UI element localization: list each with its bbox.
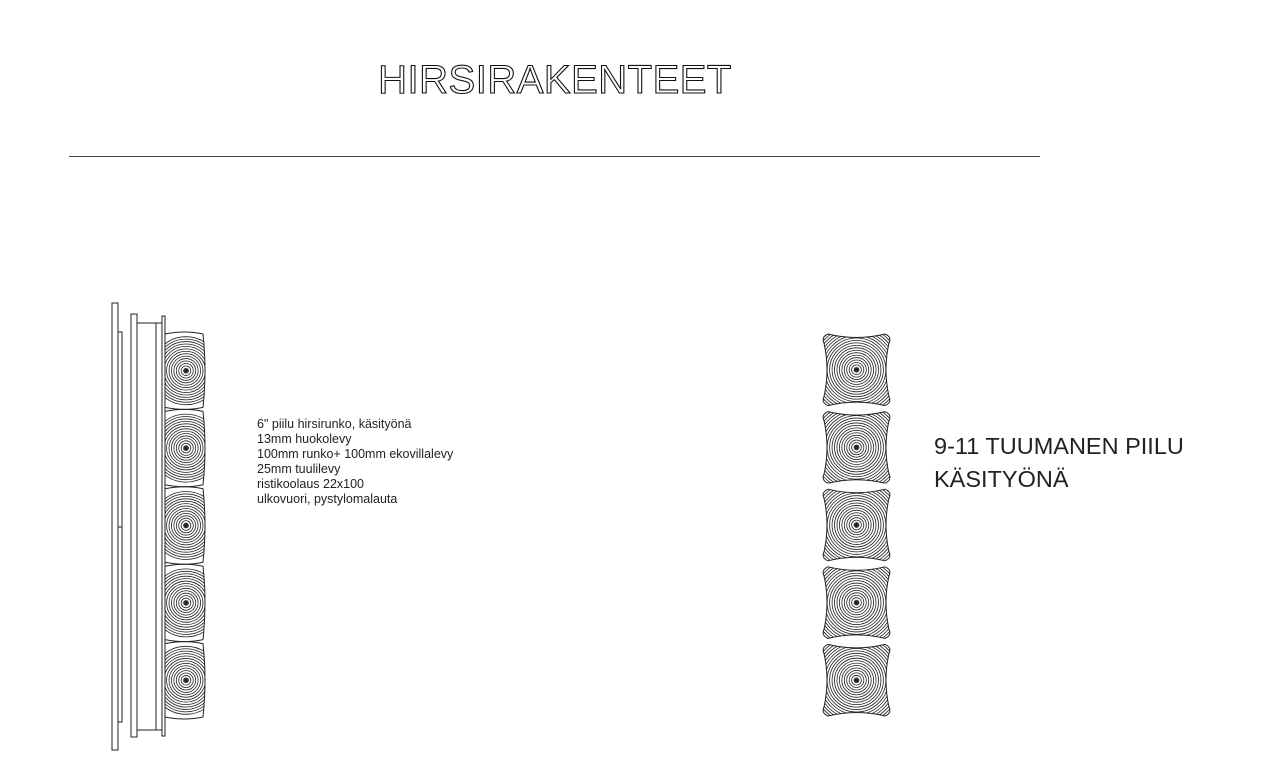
wall-section-drawing — [112, 303, 220, 750]
pith-dot — [855, 679, 858, 682]
growth-rings — [813, 559, 901, 647]
profile-log — [813, 636, 901, 724]
cross-batten — [118, 332, 122, 527]
cross-batten — [118, 527, 122, 722]
pith-dot — [855, 368, 858, 371]
spec-line: 6" piilu hirsirunko, käsityönä — [257, 417, 412, 431]
log-profile-label — [934, 430, 1184, 496]
spec-line: ristikoolaus 22x100 — [257, 477, 365, 491]
profile-log — [813, 481, 901, 569]
spec-line: 100mm runko+ 100mm ekovillalevy — [257, 447, 454, 461]
pith-dot — [855, 446, 858, 449]
pith-dot — [185, 679, 188, 682]
wind-board — [131, 314, 137, 737]
spec-line: 25mm tuulilevy — [257, 462, 341, 476]
pith-dot — [185, 447, 188, 450]
page-title: HIRSIRAKENTEET — [378, 58, 732, 102]
pith-dot — [185, 524, 188, 527]
growth-rings — [813, 403, 901, 491]
frame-insulation — [137, 323, 162, 730]
log-profile-label-line: KÄSITYÖNÄ — [934, 466, 1069, 492]
wall-spec-list — [257, 417, 453, 507]
growth-rings — [813, 636, 901, 724]
pith-dot — [185, 369, 188, 372]
exterior-board — [112, 303, 118, 750]
growth-rings — [813, 326, 901, 414]
profile-log — [813, 326, 901, 414]
spec-line: 13mm huokolevy — [257, 432, 352, 446]
log-profile-label-line: 9-11 TUUMANEN PIILU — [934, 433, 1184, 459]
profile-log — [813, 403, 901, 491]
pith-dot — [855, 524, 858, 527]
pith-dot — [185, 601, 188, 604]
spec-line: ulkovuori, pystylomalauta — [257, 492, 398, 506]
pith-dot — [855, 601, 858, 604]
log-profile-drawing — [813, 326, 901, 724]
growth-rings — [813, 481, 901, 569]
profile-log — [813, 559, 901, 647]
